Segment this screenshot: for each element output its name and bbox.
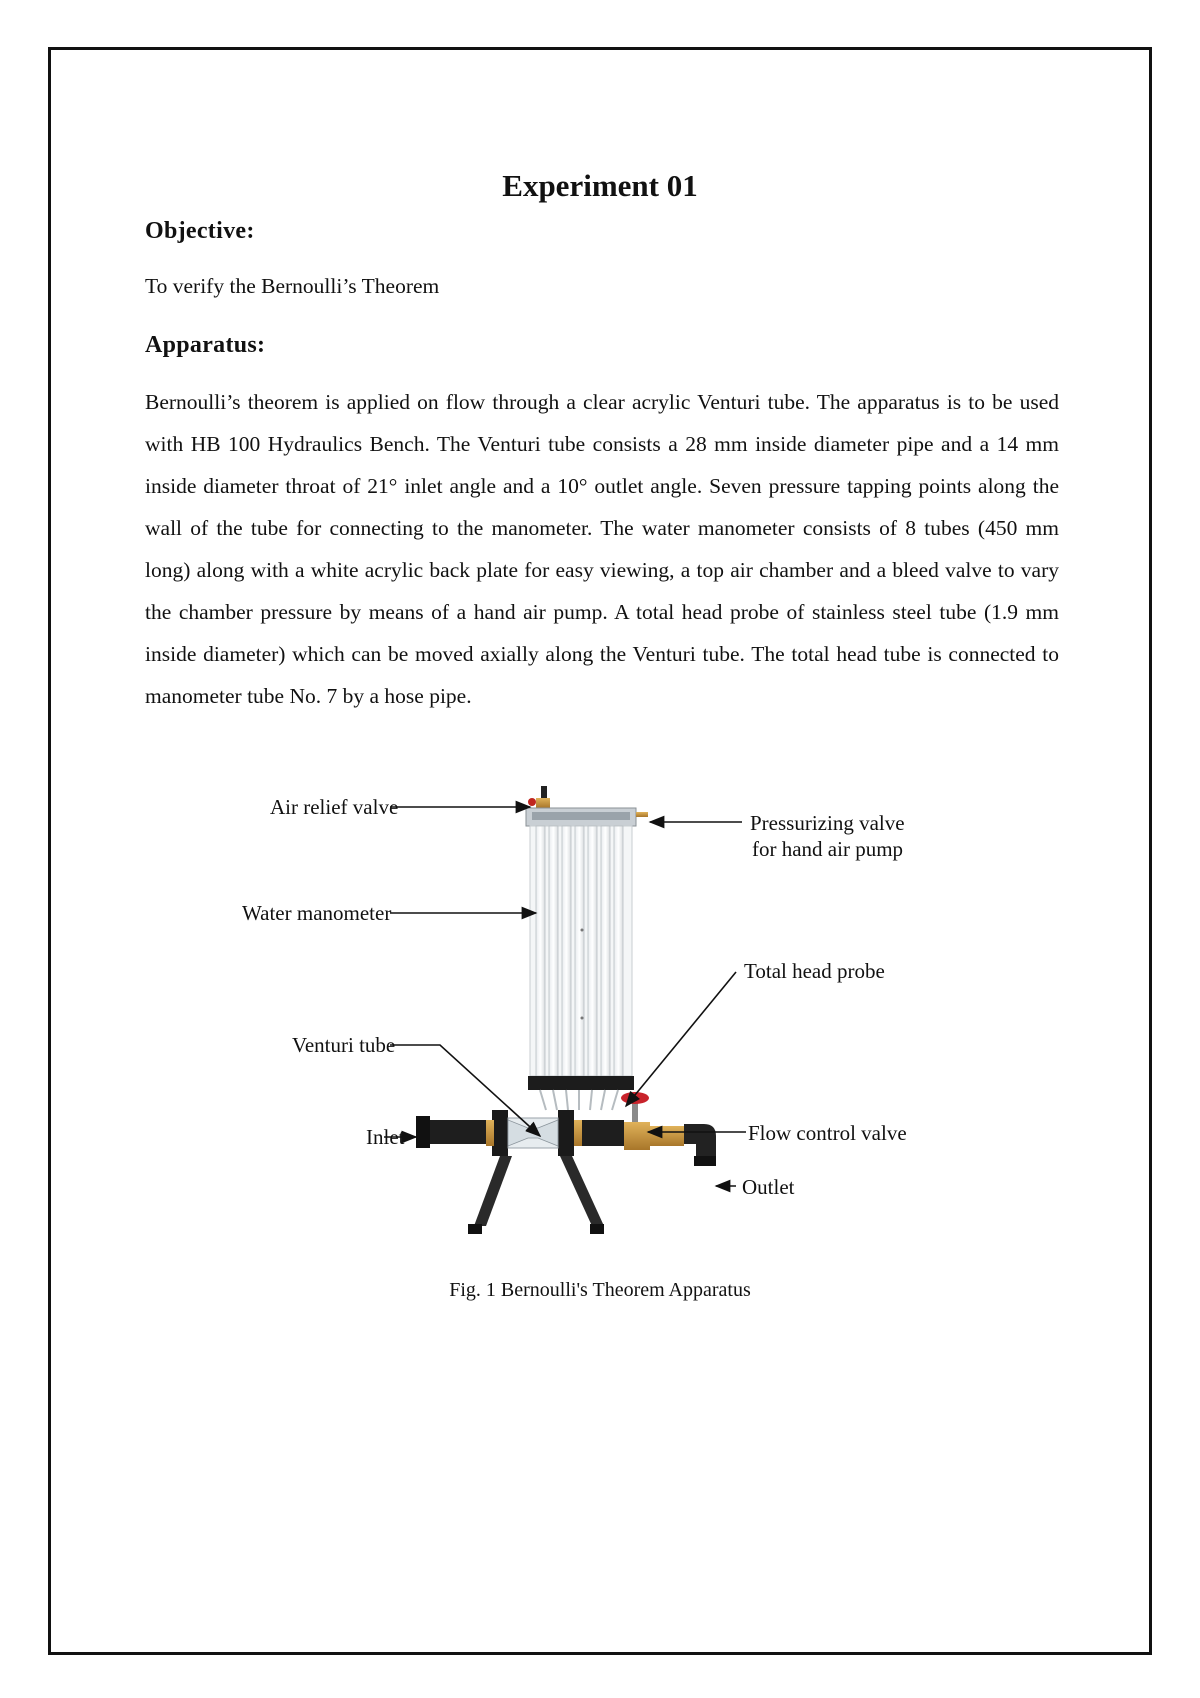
page-title: Experiment 01: [502, 168, 698, 203]
label-inlet: Inlet: [366, 1125, 405, 1149]
apparatus-figure: [230, 780, 990, 1250]
label-air-relief-valve: Air relief valve: [270, 795, 399, 819]
apparatus-text: Bernoulli’s theorem is applied on flow through a clear acrylic Venturi tube. The apparatus is to be used with HB 100 Hydraulics Bench. The Venturi tube consists a 28 mm inside diameter pipe and a 14 mm inside diameter throat of 21° inlet angle and a 10° outlet angle. Seven pressure tapping points along the wall of the tube for connecting to the manometer. The water manometer consists of 8 tubes (450 mm long) along with a white acrylic back plate for easy viewing, a top air chamber and a bleed valve to vary the chamber pressure by means of a hand air pump. A total head probe of stainless steel tube (1.9 mm inside diameter) which can be moved axially along the Venturi tube. The total head tube is connected to manometer tube No. 7 by a hose pipe.: [145, 390, 1059, 708]
apparatus-heading: Apparatus:: [145, 332, 266, 358]
label-pressurizing-valve-line1: Pressurizing valve: [750, 811, 905, 835]
label-venturi-tube: Venturi tube: [292, 1033, 396, 1057]
objective-heading: Objective:: [145, 218, 255, 244]
label-water-manometer: Water manometer: [242, 901, 392, 925]
figure-caption: Fig. 1 Bernoulli's Theorem Apparatus: [449, 1279, 751, 1301]
label-pressurizing-valve-line2: for hand air pump: [752, 837, 904, 861]
label-flow-control-valve: Flow control valve: [748, 1121, 907, 1145]
label-outlet: Outlet: [742, 1175, 795, 1199]
objective-text: To verify the Bernoulli’s Theorem: [145, 274, 440, 298]
label-total-head-probe: Total head probe: [744, 959, 885, 983]
